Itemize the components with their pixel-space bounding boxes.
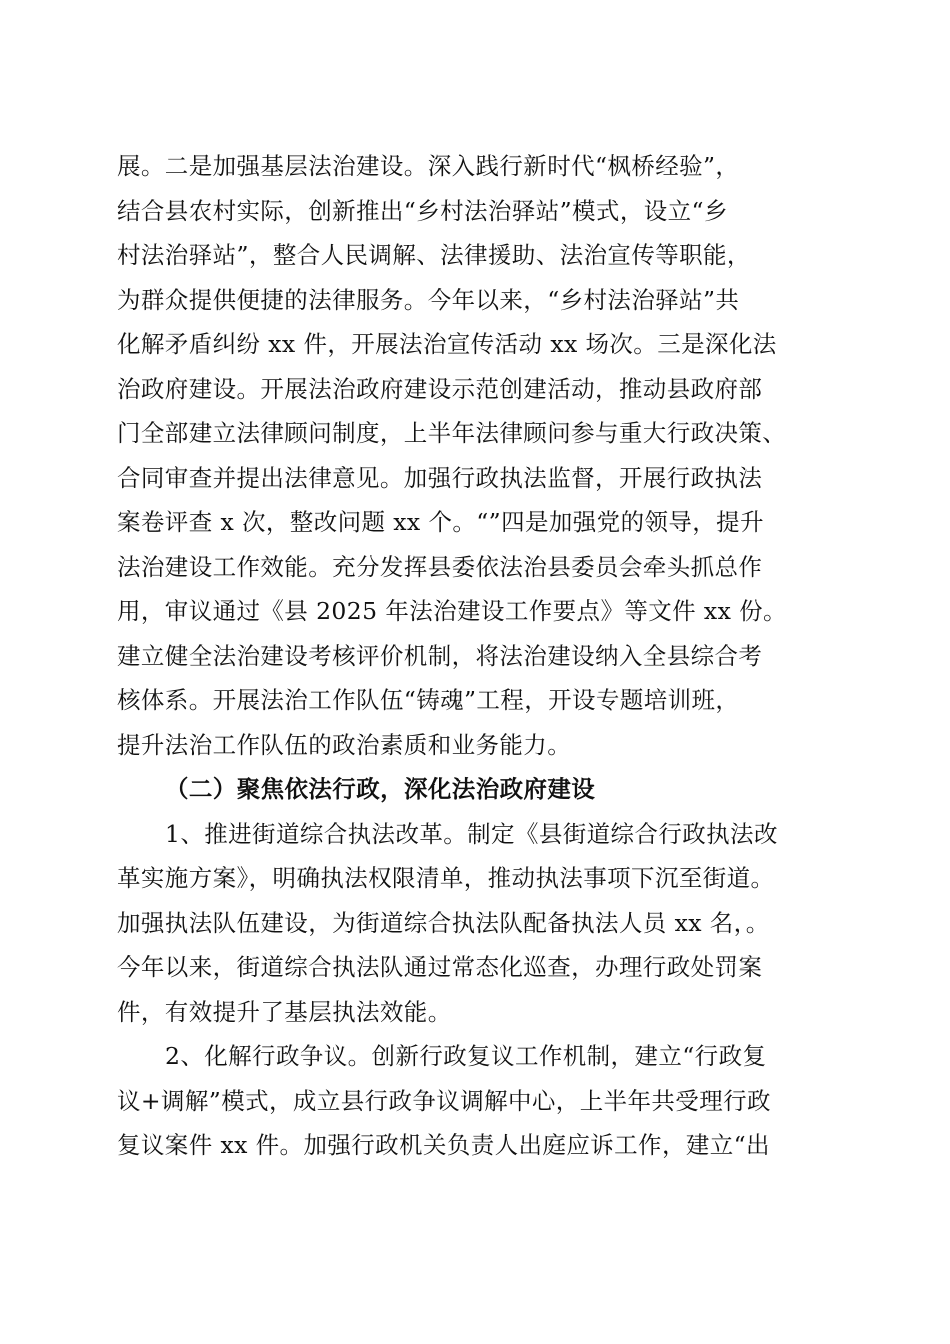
body-line: 治政府建设。开展法治政府建设示范创建活动，推动县政府部 — [117, 374, 763, 403]
body-line: 合同审查并提出法律意见。加强行政执法监督，开展行政执法 — [117, 463, 763, 492]
body-line: 建立健全法治建设考核评价机制，将法治建设纳入全县综合考 — [117, 641, 763, 670]
body-line: 加强执法队伍建设，为街道综合执法队配备执法人员 xx 名，。 — [117, 908, 770, 937]
body-line: 展。二是加强基层法治建设。深入践行新时代“枫桥经验”， — [117, 152, 740, 180]
body-line: 革实施方案》，明确执法权限清单，推动执法事项下沉至街道。 — [117, 864, 775, 892]
body-line: 门全部建立法律顾问制度，上半年法律顾问参与重大行政决策、 — [117, 419, 787, 447]
body-line: 用，审议通过《县 2025 年法治建设工作要点》等文件 xx 份。 — [117, 597, 787, 625]
body-line: 化解矛盾纠纷 xx 件，开展法治宣传活动 xx 场次。三是深化法 — [117, 330, 777, 358]
body-line: 为群众提供便捷的法律服务。今年以来，“乡村法治驿站”共 — [117, 285, 740, 314]
body-line: 议+调解”模式，成立县行政争议调解中心，上半年共受理行政 — [117, 1086, 771, 1115]
document-body — [117, 144, 837, 1168]
section-heading: （二）聚焦依法行政，深化法治政府建设 — [165, 775, 596, 803]
body-line: 2、化解行政争议。创新行政复议工作机制，建立“行政复 — [165, 1042, 767, 1070]
body-line: 法治建设工作效能。充分发挥县委依法治县委员会牵头抓总作 — [117, 552, 763, 581]
body-line: 案卷评查 x 次，整改问题 xx 个。“”四是加强党的领导，提升 — [117, 508, 764, 536]
body-line: 核体系。开展法治工作队伍“铸魂”工程，开设专题培训班， — [117, 686, 740, 714]
body-line: 结合县农村实际，创新推出“乡村法治驿站”模式，设立“乡 — [117, 196, 728, 225]
body-line: 村法治驿站”，整合人民调解、法律援助、法治宣传等职能， — [117, 241, 751, 269]
body-line: 1、推进街道综合执法改革。制定《县街道综合行政执法改 — [165, 819, 778, 848]
body-line: 复议案件 xx 件。加强行政机关负责人出庭应诉工作，建立“出 — [117, 1131, 770, 1159]
body-line: 件，有效提升了基层执法效能。 — [117, 997, 452, 1026]
body-line: 提升法治工作队伍的政治素质和业务能力。 — [117, 730, 572, 759]
body-line: 今年以来，街道综合执法队通过常态化巡查，办理行政处罚案 — [117, 953, 763, 981]
